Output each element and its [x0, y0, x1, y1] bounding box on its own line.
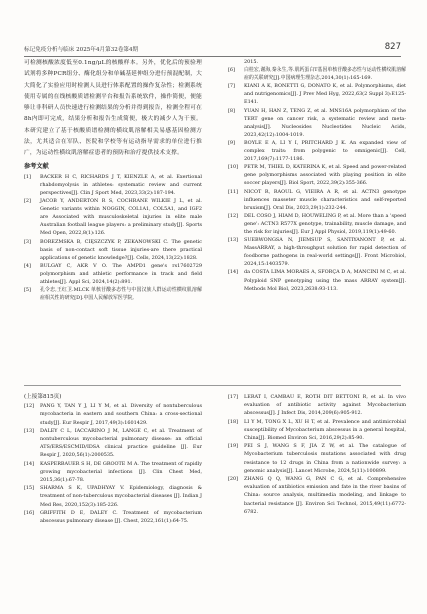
reference-number: [10] — [228, 164, 239, 171]
reference-item — [24, 427, 202, 460]
reference-text: KASPERBAUER S H, DE GROOTE M A. The treatment of rapidly growing mycobacterial infections [J]. Clin Chest Med, 2015,36(1):67-78. — [40, 460, 202, 483]
reference-item — [24, 402, 202, 427]
journal-name: 标记免疫分析与临床 2025年4月第32卷第4期 — [24, 47, 139, 53]
reference-item — [228, 139, 406, 163]
reference-item — [228, 393, 406, 418]
reference-text: 白桂宏,谢海,秦永生,等.肌钙蛋白T基因单核苷酸多态性与运动性横纹肌溶解症的关联研究[J].中国病理生理杂志,2014,30(1):165-169. — [244, 67, 406, 82]
reference-text: PANG Y, TAN Y J, LI Y M, et al. Diversity of nontuberculous mycobacteria in eastern and southern China: a cross-sectional study[J]. Eur Respir J, 2017,49(3):1601429. — [40, 403, 202, 426]
reference-text: PEI S J, WANG S F, JIA Z W, et al. The catalogue of Mycobacterium tuberculosis mutations associated with drug resistance to 12 drugs in China from a nationwide survey: a genomic analysis[J]. Lancet Microbe, 2024,5(11):100899. — [244, 443, 406, 474]
reference-item — [228, 163, 406, 187]
reference-text: GRIFFITH D E, DALEY C. Treatment of mycobacterium abscessus pulmonary disease [J]. Chest, 2022,161(1):64-75. — [40, 509, 202, 524]
reference-text: NICOT R, RAOUL G, VIEIRA A R, et al. ACTN3 genotype influences masseter muscle characteristics and self-reported bruxism[J]. Oral Dis, 2023,29(1):232-244. — [244, 188, 406, 211]
reference-text: da COSTA LIMA MORAES A, SFORÇA D A, MANCINI M C, et al. Polyploid SNP genotyping using the mass ARRAY system[J]. Methods Mol Biol, 2023,2638:93-113. — [244, 269, 406, 292]
reference-number: [17] — [228, 394, 239, 400]
reference-text: SUEBWONGSA N, JIEMSUP S, SANTIYANONT P, et al. MassARRAY, a high-throughput solution for rapid detection of foodborne pathogens in real-world settings[J]. Front Microbiol, 2024,15:1403579. — [244, 237, 406, 268]
reference-text: YUAN H, HAN Z, TENG Z, et al. MNS16A polymorphism of the TERT gene on cancer risk, a systematic review and meta-analysis[J]. Nucleosides Nucleotides Nucleic Acids, 2023,42(12):1004-1019. — [244, 107, 406, 138]
reference-number: [5] — [24, 287, 31, 294]
reference-number: [19] — [228, 443, 239, 450]
reference-item — [24, 197, 202, 237]
right-column — [228, 58, 406, 293]
reference-number: [13] — [228, 237, 239, 244]
reference-number: [18] — [228, 418, 239, 425]
reference-text: PETR M, THIEL D, KATERINA K, et al. Speed and power-related gene polymorphisms associated with playing position in elite soccer players[J]. Biol Sport, 2022,39(2):355-366. — [244, 164, 406, 187]
section-divider — [24, 385, 401, 386]
reference-text: BULGAY C, AKR V O. The AMPD1 gene's rs17602729 polymorphism and athletic performance in track and field athletes[J]. Appl Sci, 2024,14(2):891. — [40, 262, 202, 285]
reference-item — [228, 236, 406, 268]
reference-text: SHARMA S K, UPADHYAY V. Epidemiology, diagnosis & treatment of non-tuberculous mycobacterial diseases [J]. Indian J Med Res, 2020,152(3):185-226. — [40, 485, 202, 508]
reference-text: BOREZMSKA B, CIĘSZCZYK P, ZEKANOWSKI C. The genetic basis of non-contact soft tissue injuries-are there practical applications of genetic knowledge?[J]. Cells, 2024,13(22):1828. — [40, 238, 202, 261]
reference-number: [14] — [24, 460, 35, 467]
reference-number: [13] — [24, 427, 35, 434]
references-list-right — [228, 58, 406, 293]
reference-number: [12] — [228, 212, 239, 219]
page-header — [24, 42, 401, 57]
reference-text: LERAT I, CAMBAU E, ROTH DIT BETTONI R, et al. In vivo evaluation of antibiotic activity against Mycobacterium abscessus[J]. J Infect Dis, 2014,209(6):905-912. — [244, 394, 406, 417]
reference-text: BACKER H C, RICHARDS J T, KIENZLE A, et al. Exertional rhabdomyolysis in athletes: systematic review and current perspectives[J]. Clin J Sport Med, 2023,33(2):187-194. — [40, 173, 202, 196]
reference-item — [228, 212, 406, 236]
reference-number: [14] — [228, 269, 239, 276]
reference-item — [228, 475, 406, 516]
reference-item — [228, 58, 406, 66]
reference-number: [9] — [228, 139, 235, 146]
reference-number: [6] — [228, 67, 235, 74]
body-paragraph: 可检测核酸浓度低至0.1ng/μL的核酸样本。另外，优化后的预验理试剂将多种PCR组分、酶化组分和单碱基延伸组分进行预混配制，大大简化了实验应用时检测人员进行体系配置的操作复杂性；检测系统使用专属的在线核酸质谱检测平台和报告系统软件，操作简便，便能够让非科研人员快速进行检测结果的分析并得到报告，检测全程可在8h内即可完成，结果分析和报告生成简便，极大的减少人为干预。本研究建立了基于核酸质谱检测的横纹肌溶解相关易感基因检测方法，尤其适合在军队、医院和学校等有运动指导需求的单位进行推广，为运动性横纹肌溶解症患者的预防和治疗提供技术支撑。 — [24, 60, 202, 157]
reference-number: [8] — [228, 107, 235, 114]
reference-item — [24, 286, 202, 302]
reference-number: [11] — [228, 188, 239, 195]
reference-item — [24, 484, 202, 509]
reference-text: ZHANG Q Q, WANG G, PAN C G, et al. Comprehensive evaluation of antibiotics emission and fate in the river basins of China: source analysis, multimedia modeling, and linkage to bacterial resistance [J]. Environ Sci Technol, 2015,49(11):6772-6782. — [244, 476, 406, 515]
left-column — [24, 58, 202, 302]
reference-item — [24, 238, 202, 262]
reference-text: DALEY C L, IACCARINO J M, LANGE C, et al. Treatment of nontuberculous mycobacterial pulmonary disease: an official ATS/ERS/ESCMID/IDSA clinical practice guideline [J]. Eur Respir J, 2020,56(1):2000535. — [40, 427, 202, 459]
reference-item — [24, 262, 202, 286]
reference-item — [228, 82, 406, 106]
reference-item — [24, 509, 202, 525]
reference-text: LI Y M, TONG X L, XU H T, et al. Prevalence and antimicrobial susceptibility of Mycobacterium abscessus in a general hospital, China[J]. Biomed Environ Sci, 2016,29(2):85-90. — [244, 418, 406, 442]
reference-number: [16] — [24, 509, 35, 516]
reference-number: [2] — [24, 198, 31, 205]
reference-text: 孔令忠,王红卫.MLCK 单核苷酸多态性与中国汉族人群运动性横纹肌溶解症相关性的研究[D].中国人民解放军医学院, — [40, 287, 202, 302]
references-heading: 参考文献 — [24, 162, 49, 170]
reference-item — [228, 418, 406, 443]
reference-item — [24, 173, 202, 197]
reference-number: [1] — [24, 173, 31, 180]
reference-text: BOYLE E A, LI Y I, PRITCHARD J K. An expanded view of complex traits: from polygenic to omnigenic[J]. Cell, 2017,169(7):1177-1186. — [244, 139, 406, 163]
reference-number: [20] — [228, 476, 239, 483]
continued-left-column — [24, 393, 202, 525]
reference-number: [3] — [24, 238, 31, 245]
reference-text: 2015. — [244, 59, 259, 65]
reference-item — [24, 460, 202, 485]
reference-item — [228, 268, 406, 292]
reference-text: JACOB Y, ANDERTON R S, COCHRANE WILKIE J L, et al. Genetic variants within NOGGIN, COL1A1, COL5A1, and IGF2 are Associated with musculoskeletal injuries in elite male Australian football league players: a preliminary study[J]. Sports Med Open, 2022,8(1):126. — [40, 198, 202, 237]
reference-number: [4] — [24, 262, 31, 269]
references-list-left — [24, 173, 202, 303]
reference-item — [228, 107, 406, 139]
reference-number: [12] — [24, 403, 35, 410]
reference-text: KIANI A K, BONETTI G, DONATO K, et al. Polymorphisms, diet and nutrigenomics[J]. J Prev Med Hyg, 2022,63(2 Suppl 3):E125-E141. — [244, 83, 406, 106]
page-number: 827 — [384, 42, 401, 52]
continued-right-column — [228, 393, 406, 516]
reference-number: [7] — [228, 83, 235, 90]
reference-item — [228, 442, 406, 475]
continued-from-label: (上接第815页) — [24, 394, 62, 400]
reference-item — [228, 188, 406, 212]
reference-number — [228, 58, 244, 66]
reference-number: [15] — [24, 485, 35, 492]
reference-text: DEL COSO J, HIAM D, HOUWELING P, et al. More than a 'speed gene': ACTN3 R577X genotype, trainability, muscle damage, and the risk for injuries[J]. Eur J Appl Physiol, 2019,119(1):49-60. — [244, 212, 406, 235]
reference-item — [228, 66, 406, 82]
